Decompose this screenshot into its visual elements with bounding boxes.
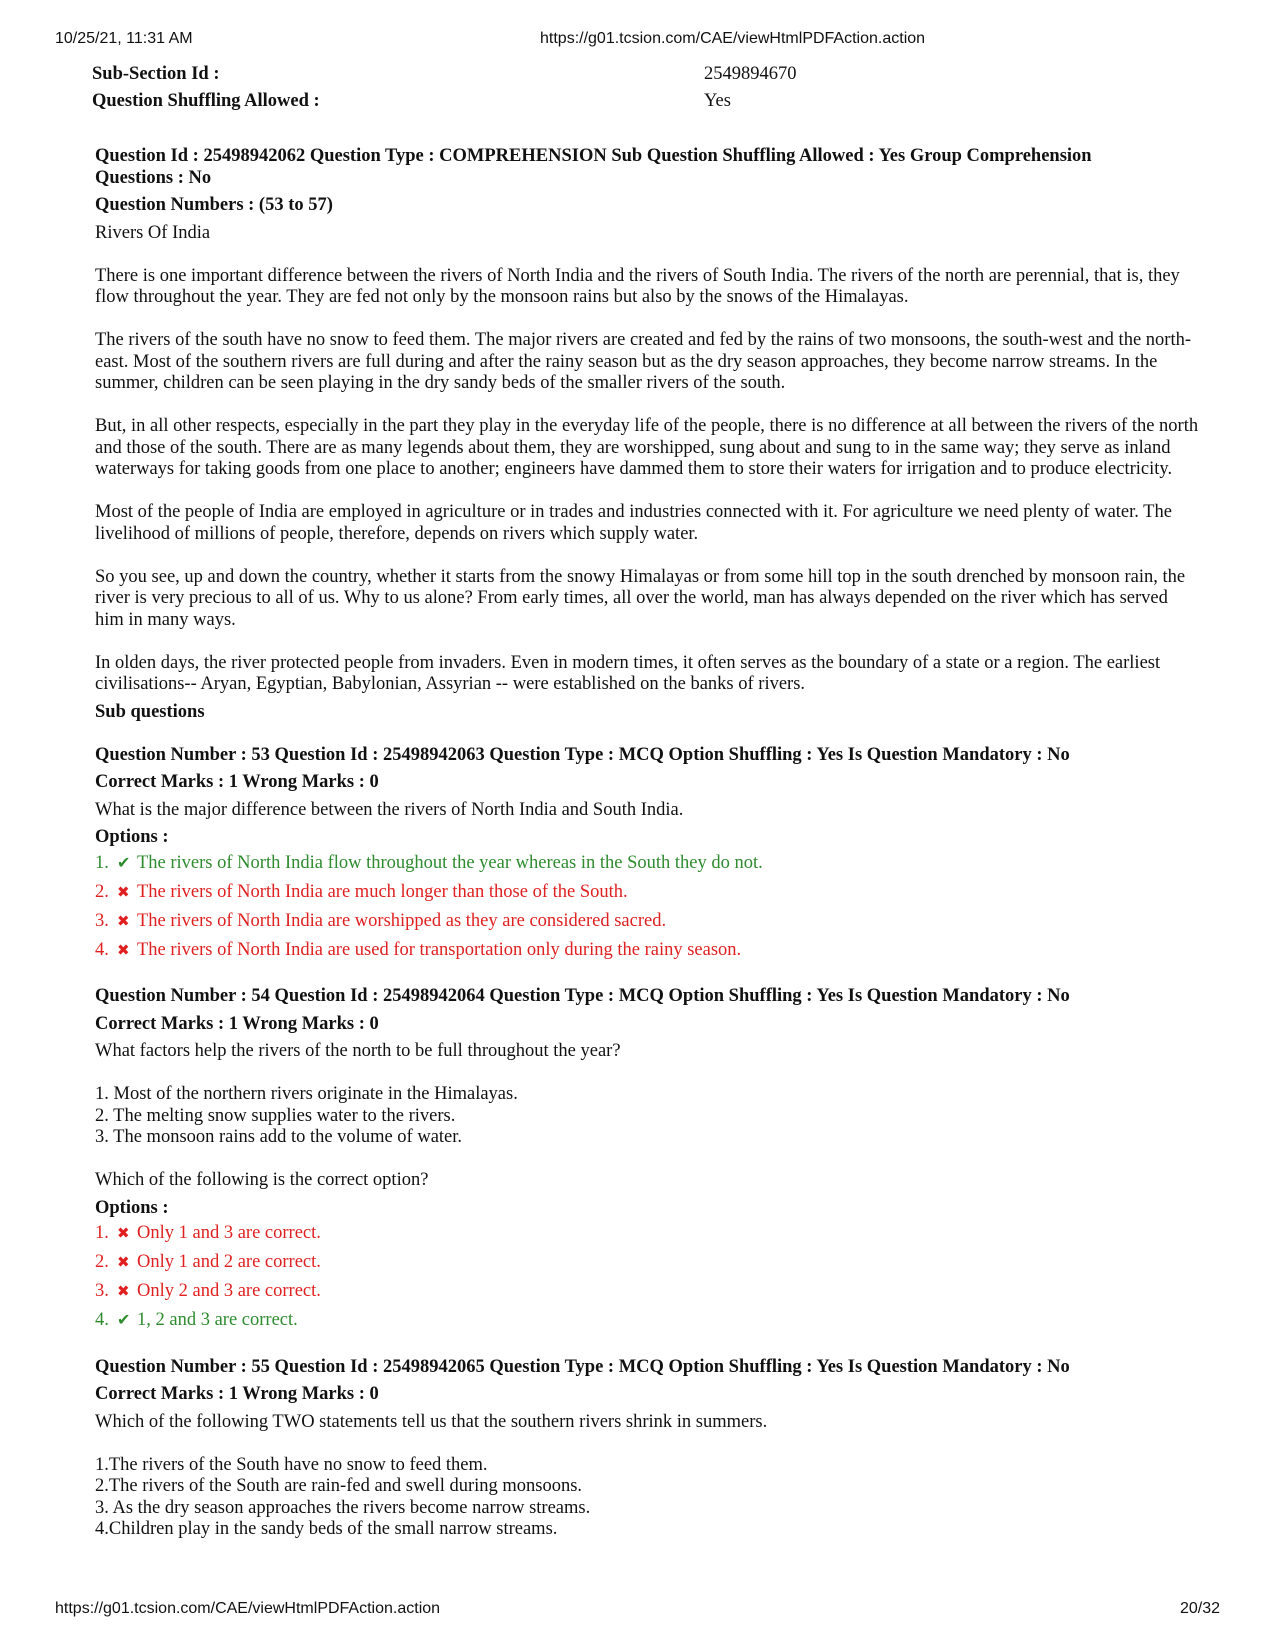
option-number: 1. (95, 852, 109, 873)
subsection-value: 2549894670 (704, 64, 797, 84)
statement: 2.The rivers of the South are rain-fed and swell during monsoons. (95, 1476, 583, 1496)
question-content (95, 146, 1200, 1541)
statement: 1. Most of the northern rivers originate in the Himalayas. (95, 1084, 518, 1104)
option-text: Only 2 and 3 are correct. (137, 1281, 321, 1301)
option-number: 3. (95, 1281, 109, 1301)
question-prompt: Which of the following is the correct option? (95, 1170, 429, 1190)
option-item (95, 849, 1200, 878)
option-item (95, 936, 1200, 965)
statement: 2. The melting snow supplies water to the rivers. (95, 1105, 456, 1126)
question-header: Question Number : 53 Question Id : 25498942063 Question Type : MCQ Option Shuffling : Yes Is Question Mandatory : No (95, 744, 1070, 765)
question-marks: Correct Marks : 1 Wrong Marks : 0 (95, 772, 379, 792)
subsection-label: Sub-Section Id : (92, 64, 220, 84)
option-list (95, 1219, 1200, 1335)
question-marks: Correct Marks : 1 Wrong Marks : 0 (95, 1013, 379, 1034)
passage-paragraph: There is one important difference between the rivers of North India and the rivers of South India. The rivers of the north are perennial, that is, they flow throughout the year. They are fed not only by the monsoon rains but also by the snows of the Himalayas. (95, 265, 1180, 307)
option-text: 1, 2 and 3 are correct. (137, 1310, 298, 1330)
statement: 4.Children play in the sandy beds of the small narrow streams. (95, 1519, 558, 1539)
cross-icon: ✖ (117, 913, 130, 930)
passage-paragraph: In olden days, the river protected people from invaders. Even in modern times, it often serves as the boundary of a state or a region. The earliest civilisations-- Aryan, Egyptian, Babylonian, Assyrian -- were established on the banks of rivers. (95, 652, 1161, 694)
question-numbers: Question Numbers : (53 to 57) (95, 195, 333, 215)
option-text: The rivers of North India are used for transportation only during the rainy season. (137, 939, 742, 960)
option-number: 1. (95, 1223, 109, 1243)
check-icon: ✔ (117, 1312, 131, 1329)
statement: 3. The monsoon rains add to the volume of water. (95, 1127, 463, 1147)
question-header: Question Number : 55 Question Id : 25498942065 Question Type : MCQ Option Shuffling : Yes Is Question Mandatory : No (95, 1356, 1070, 1377)
print-url: https://g01.tcsion.com/CAE/viewHtmlPDFAction.action (540, 30, 926, 47)
option-text: The rivers of North India are much longer than those of the South. (137, 881, 628, 902)
option-number: 2. (95, 881, 109, 902)
cross-icon: ✖ (117, 1255, 130, 1271)
footer-url: https://g01.tcsion.com/CAE/viewHtmlPDFAction.action (55, 1600, 441, 1617)
cross-icon: ✖ (117, 942, 130, 959)
option-number: 3. (95, 910, 109, 931)
question-text: What is the major difference between the rivers of North India and South India. (95, 799, 684, 820)
option-item (95, 1248, 1200, 1277)
comprehension-header-cont: Questions : No (95, 167, 212, 188)
option-item (95, 907, 1200, 936)
shuffle-value: Yes (704, 91, 731, 111)
statement: 1.The rivers of the South have no snow to feed them. (95, 1454, 488, 1475)
cross-icon: ✖ (117, 1284, 130, 1300)
comprehension-header: Question Id : 25498942062 Question Type : COMPREHENSION Sub Question Shuffling Allowed : Yes Group Comprehension (95, 146, 1092, 166)
option-text: Only 1 and 3 are correct. (137, 1223, 321, 1243)
option-text: Only 1 and 2 are correct. (137, 1252, 321, 1272)
option-item (95, 1219, 1200, 1248)
question-text: What factors help the rivers of the north to be full throughout the year? (95, 1041, 621, 1061)
statement-list (95, 1455, 1200, 1541)
statement: 3. As the dry season approaches the rivers become narrow streams. (95, 1497, 591, 1518)
option-number: 4. (95, 1310, 109, 1330)
check-icon: ✔ (117, 854, 131, 872)
option-text: The rivers of North India are worshipped as they are considered sacred. (137, 910, 667, 931)
question-header: Question Number : 54 Question Id : 25498942064 Question Type : MCQ Option Shuffling : Yes Is Question Mandatory : No (95, 986, 1070, 1006)
passage-paragraph: But, in all other respects, especially in the part they play in the everyday life of the people, there is no difference at all between the rivers of the north and those of the south. There are as many legends about them, they are worshipped, sung about and sung to in the same way; they serve as inland waterways for taking goods from one place to another; engineers have dammed them to store their waters for irrigation and to produce electricity. (95, 416, 1199, 479)
statement-list (95, 1084, 1200, 1149)
options-label: Options : (95, 827, 169, 847)
option-number: 2. (95, 1252, 109, 1272)
option-item (95, 1277, 1200, 1306)
print-datetime: 10/25/21, 11:31 AM (55, 30, 193, 47)
cross-icon: ✖ (117, 884, 130, 901)
option-text: The rivers of North India flow throughout the year whereas in the South they do not. (137, 852, 763, 873)
page-number: 20/32 (1180, 1600, 1221, 1617)
option-list (95, 849, 1200, 965)
shuffle-label: Question Shuffling Allowed : (92, 91, 320, 111)
option-item (95, 1306, 1200, 1335)
option-item (95, 878, 1200, 907)
question-marks: Correct Marks : 1 Wrong Marks : 0 (95, 1384, 379, 1404)
sub-questions-label: Sub questions (95, 701, 205, 722)
passage-paragraph: The rivers of the south have no snow to feed them. The major rivers are created and fed by the rains of two monsoons, the south-west and the north-east. Most of the southern rivers are full during and after the rainy season but as the dry season approaches, they become narrow streams. In the summer, children can be seen playing in the dry sandy beds of the smaller rivers of the south. (95, 330, 1191, 393)
option-number: 4. (95, 939, 109, 960)
passage-paragraph: So you see, up and down the country, whether it starts from the snowy Himalayas or from some hill top in the south drenched by monsoon rain, the river is very precious to all of us. Why to us alone? From early times, all over the world, man has always depended on the river which has served him in many ways. (95, 566, 1186, 630)
question-text: Which of the following TWO statements tell us that the southern rivers shrink in summers. (95, 1411, 768, 1432)
passage-paragraph: Most of the people of India are employed in agriculture or in trades and industries connected with it. For agriculture we need plenty of water. The livelihood of millions of people, therefore, depends on rivers which supply water. (95, 502, 1172, 544)
passage-title: Rivers Of India (95, 222, 211, 243)
options-label: Options : (95, 1197, 169, 1218)
cross-icon: ✖ (117, 1226, 130, 1242)
